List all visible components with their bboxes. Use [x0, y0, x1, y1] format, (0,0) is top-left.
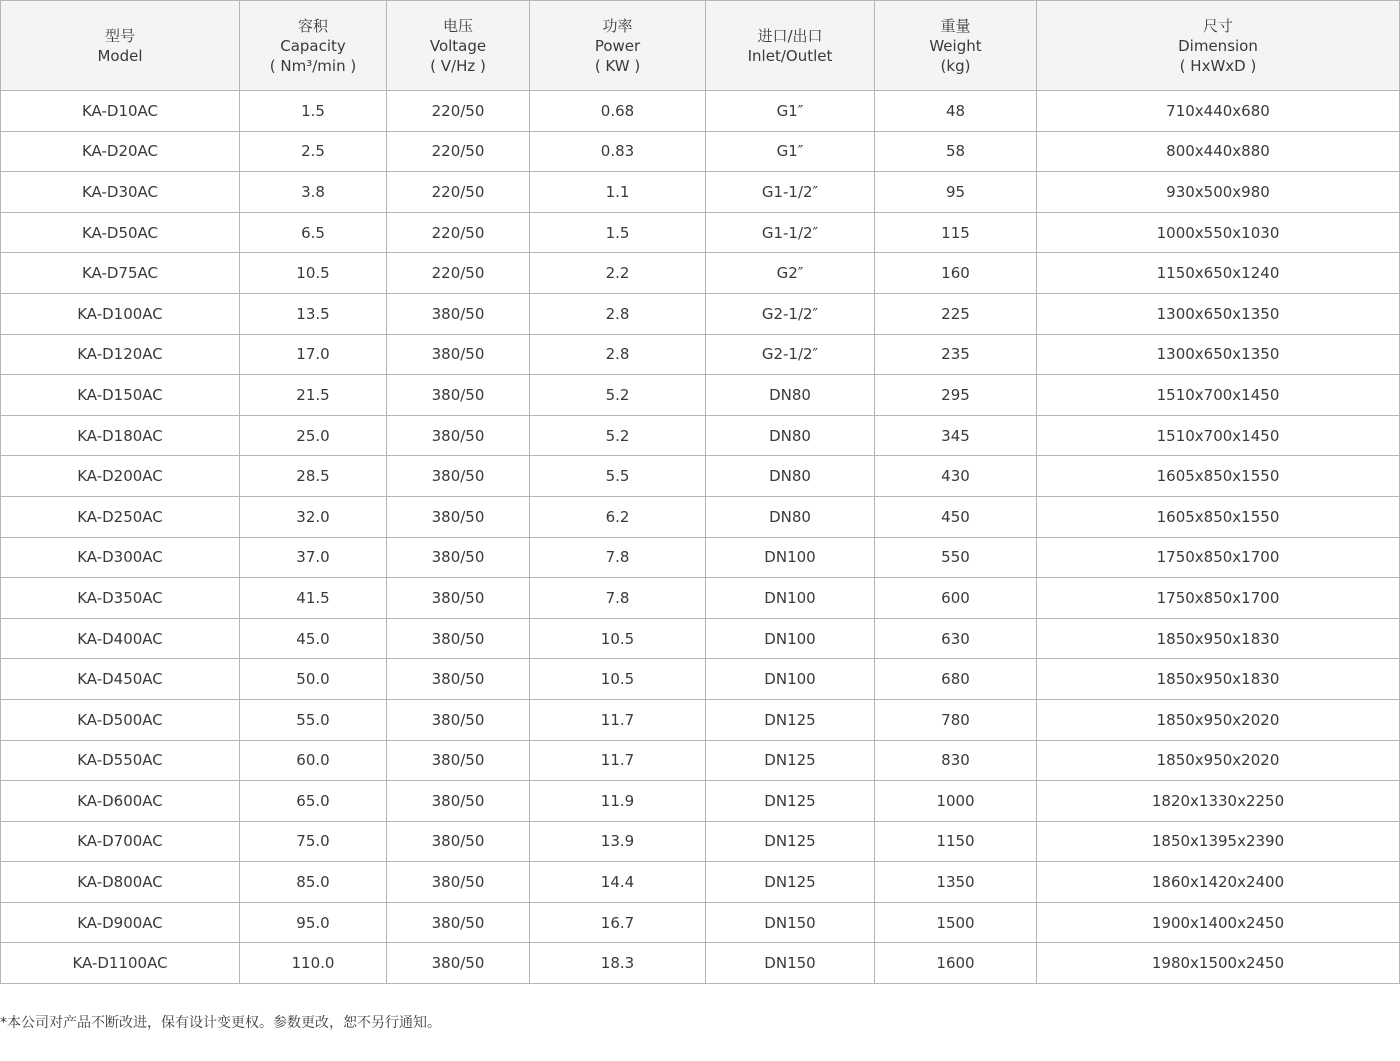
cell-weight: 550 [875, 537, 1037, 578]
cell-model: KA-D400AC [1, 618, 240, 659]
cell-capacity: 75.0 [240, 821, 387, 862]
table-row [1, 862, 1400, 903]
cell-power: 11.7 [530, 740, 706, 781]
cell-inlet-outlet: DN125 [706, 821, 875, 862]
table-row [1, 375, 1400, 416]
cell-model: KA-D900AC [1, 902, 240, 943]
cell-capacity: 85.0 [240, 862, 387, 903]
cell-power: 7.8 [530, 578, 706, 619]
cell-weight: 235 [875, 334, 1037, 375]
table-row [1, 415, 1400, 456]
cell-inlet-outlet: DN80 [706, 456, 875, 497]
cell-inlet-outlet: G1-1/2″ [706, 212, 875, 253]
cell-voltage: 220/50 [387, 91, 530, 132]
cell-power: 0.83 [530, 131, 706, 172]
cell-model: KA-D550AC [1, 740, 240, 781]
cell-power: 10.5 [530, 618, 706, 659]
cell-voltage: 380/50 [387, 415, 530, 456]
cell-voltage: 380/50 [387, 862, 530, 903]
cell-inlet-outlet: DN150 [706, 902, 875, 943]
cell-weight: 630 [875, 618, 1037, 659]
cell-capacity: 21.5 [240, 375, 387, 416]
cell-voltage: 380/50 [387, 334, 530, 375]
column-header-zh: 重量 [940, 16, 971, 35]
cell-inlet-outlet: G2-1/2″ [706, 334, 875, 375]
column-header-en: Voltage [429, 36, 487, 55]
cell-voltage: 380/50 [387, 821, 530, 862]
cell-voltage: 380/50 [387, 740, 530, 781]
cell-capacity: 32.0 [240, 496, 387, 537]
cell-power: 5.5 [530, 456, 706, 497]
cell-capacity: 3.8 [240, 172, 387, 213]
cell-capacity: 45.0 [240, 618, 387, 659]
cell-dimension: 930x500x980 [1037, 172, 1400, 213]
cell-dimension: 1605x850x1550 [1037, 456, 1400, 497]
column-header-unit: ( HxWxD ) [1179, 56, 1257, 75]
cell-voltage: 220/50 [387, 253, 530, 294]
cell-capacity: 50.0 [240, 659, 387, 700]
cell-weight: 295 [875, 375, 1037, 416]
cell-power: 18.3 [530, 943, 706, 984]
cell-voltage: 380/50 [387, 943, 530, 984]
cell-weight: 830 [875, 740, 1037, 781]
column-header-en: Dimension [1178, 36, 1258, 55]
cell-weight: 600 [875, 578, 1037, 619]
cell-dimension: 1850x950x1830 [1037, 659, 1400, 700]
column-header-zh: 型号 [104, 26, 135, 45]
cell-weight: 1350 [875, 862, 1037, 903]
table-row [1, 740, 1400, 781]
table-row [1, 943, 1400, 984]
table-row [1, 699, 1400, 740]
cell-voltage: 380/50 [387, 578, 530, 619]
table-row [1, 821, 1400, 862]
cell-weight: 1150 [875, 821, 1037, 862]
cell-weight: 95 [875, 172, 1037, 213]
table-row [1, 537, 1400, 578]
cell-weight: 680 [875, 659, 1037, 700]
cell-power: 0.68 [530, 91, 706, 132]
cell-dimension: 1860x1420x2400 [1037, 862, 1400, 903]
table-row [1, 659, 1400, 700]
cell-power: 5.2 [530, 415, 706, 456]
column-header-dimension [1037, 1, 1400, 91]
cell-power: 5.2 [530, 375, 706, 416]
column-header-unit: (kg) [940, 56, 971, 75]
cell-capacity: 95.0 [240, 902, 387, 943]
cell-dimension: 1300x650x1350 [1037, 334, 1400, 375]
table-row [1, 902, 1400, 943]
cell-inlet-outlet: DN125 [706, 699, 875, 740]
cell-inlet-outlet: G1″ [706, 91, 875, 132]
column-header-model [1, 1, 240, 91]
cell-voltage: 380/50 [387, 902, 530, 943]
cell-model: KA-D180AC [1, 415, 240, 456]
cell-power: 7.8 [530, 537, 706, 578]
cell-inlet-outlet: DN125 [706, 862, 875, 903]
table-row [1, 334, 1400, 375]
cell-weight: 115 [875, 212, 1037, 253]
cell-model: KA-D350AC [1, 578, 240, 619]
cell-dimension: 1300x650x1350 [1037, 293, 1400, 334]
cell-inlet-outlet: DN150 [706, 943, 875, 984]
column-header-zh: 功率 [602, 16, 633, 35]
cell-inlet-outlet: DN100 [706, 659, 875, 700]
cell-dimension: 1850x1395x2390 [1037, 821, 1400, 862]
column-header-en: Model [97, 46, 143, 65]
column-header-en: Weight [929, 36, 982, 55]
cell-power: 14.4 [530, 862, 706, 903]
cell-dimension: 1750x850x1700 [1037, 537, 1400, 578]
cell-inlet-outlet: G1-1/2″ [706, 172, 875, 213]
column-header-unit: ( Nm³/min ) [269, 56, 357, 75]
cell-voltage: 380/50 [387, 496, 530, 537]
cell-model: KA-D200AC [1, 456, 240, 497]
cell-weight: 48 [875, 91, 1037, 132]
cell-model: KA-D800AC [1, 862, 240, 903]
column-header-en: Capacity [280, 36, 346, 55]
column-header-zh: 电压 [442, 16, 473, 35]
column-header-en: Power [594, 36, 641, 55]
cell-power: 2.2 [530, 253, 706, 294]
column-header-zh: 尺寸 [1202, 16, 1233, 35]
cell-voltage: 380/50 [387, 618, 530, 659]
cell-weight: 780 [875, 699, 1037, 740]
cell-power: 13.9 [530, 821, 706, 862]
footnote: *本公司对产品不断改进，保有设计变更权。参数更改，恕不另行通知。 [0, 1015, 441, 1031]
cell-model: KA-D120AC [1, 334, 240, 375]
cell-model: KA-D500AC [1, 699, 240, 740]
cell-inlet-outlet: G2-1/2″ [706, 293, 875, 334]
column-header-inlet-outlet [706, 1, 875, 91]
cell-dimension: 1510x700x1450 [1037, 415, 1400, 456]
cell-dimension: 1000x550x1030 [1037, 212, 1400, 253]
table-row [1, 496, 1400, 537]
cell-model: KA-D450AC [1, 659, 240, 700]
cell-dimension: 1150x650x1240 [1037, 253, 1400, 294]
table-row [1, 781, 1400, 822]
cell-model: KA-D50AC [1, 212, 240, 253]
cell-model: KA-D10AC [1, 91, 240, 132]
cell-inlet-outlet: DN100 [706, 618, 875, 659]
cell-weight: 160 [875, 253, 1037, 294]
cell-model: KA-D250AC [1, 496, 240, 537]
table-row [1, 172, 1400, 213]
cell-voltage: 220/50 [387, 172, 530, 213]
column-header-en: Inlet/Outlet [747, 46, 833, 65]
table-row [1, 131, 1400, 172]
cell-dimension: 1605x850x1550 [1037, 496, 1400, 537]
cell-capacity: 25.0 [240, 415, 387, 456]
cell-dimension: 1750x850x1700 [1037, 578, 1400, 619]
cell-power: 10.5 [530, 659, 706, 700]
cell-dimension: 800x440x880 [1037, 131, 1400, 172]
cell-model: KA-D600AC [1, 781, 240, 822]
cell-voltage: 220/50 [387, 131, 530, 172]
cell-power: 11.9 [530, 781, 706, 822]
cell-weight: 1600 [875, 943, 1037, 984]
cell-capacity: 60.0 [240, 740, 387, 781]
cell-weight: 58 [875, 131, 1037, 172]
cell-voltage: 380/50 [387, 456, 530, 497]
table-row [1, 91, 1400, 132]
cell-power: 11.7 [530, 699, 706, 740]
column-header-capacity [240, 1, 387, 91]
cell-inlet-outlet: DN125 [706, 740, 875, 781]
cell-dimension: 1850x950x2020 [1037, 740, 1400, 781]
header-row [1, 1, 1400, 91]
cell-capacity: 6.5 [240, 212, 387, 253]
cell-voltage: 220/50 [387, 212, 530, 253]
cell-capacity: 1.5 [240, 91, 387, 132]
table-row [1, 293, 1400, 334]
cell-voltage: 380/50 [387, 781, 530, 822]
cell-weight: 1000 [875, 781, 1037, 822]
cell-power: 1.1 [530, 172, 706, 213]
cell-model: KA-D300AC [1, 537, 240, 578]
cell-voltage: 380/50 [387, 375, 530, 416]
cell-inlet-outlet: DN125 [706, 781, 875, 822]
cell-inlet-outlet: DN100 [706, 578, 875, 619]
cell-inlet-outlet: DN100 [706, 537, 875, 578]
cell-weight: 225 [875, 293, 1037, 334]
cell-power: 2.8 [530, 293, 706, 334]
cell-voltage: 380/50 [387, 659, 530, 700]
cell-power: 6.2 [530, 496, 706, 537]
cell-power: 2.8 [530, 334, 706, 375]
cell-weight: 450 [875, 496, 1037, 537]
cell-capacity: 13.5 [240, 293, 387, 334]
cell-dimension: 1850x950x1830 [1037, 618, 1400, 659]
cell-power: 1.5 [530, 212, 706, 253]
cell-model: KA-D30AC [1, 172, 240, 213]
cell-capacity: 41.5 [240, 578, 387, 619]
cell-voltage: 380/50 [387, 537, 530, 578]
cell-inlet-outlet: G1″ [706, 131, 875, 172]
cell-power: 16.7 [530, 902, 706, 943]
cell-capacity: 110.0 [240, 943, 387, 984]
cell-dimension: 1820x1330x2250 [1037, 781, 1400, 822]
cell-dimension: 1510x700x1450 [1037, 375, 1400, 416]
cell-capacity: 55.0 [240, 699, 387, 740]
table-row [1, 578, 1400, 619]
cell-weight: 430 [875, 456, 1037, 497]
cell-inlet-outlet: DN80 [706, 415, 875, 456]
cell-model: KA-D150AC [1, 375, 240, 416]
column-header-zh: 容积 [297, 16, 328, 35]
cell-capacity: 37.0 [240, 537, 387, 578]
cell-model: KA-D20AC [1, 131, 240, 172]
table-row [1, 212, 1400, 253]
cell-dimension: 710x440x680 [1037, 91, 1400, 132]
cell-model: KA-D1100AC [1, 943, 240, 984]
cell-voltage: 380/50 [387, 293, 530, 334]
cell-capacity: 17.0 [240, 334, 387, 375]
column-header-power [530, 1, 706, 91]
table-row [1, 456, 1400, 497]
column-header-voltage [387, 1, 530, 91]
table-header [1, 1, 1400, 91]
table-row [1, 618, 1400, 659]
column-header-weight [875, 1, 1037, 91]
cell-dimension: 1980x1500x2450 [1037, 943, 1400, 984]
cell-weight: 1500 [875, 902, 1037, 943]
cell-model: KA-D700AC [1, 821, 240, 862]
cell-inlet-outlet: G2″ [706, 253, 875, 294]
cell-weight: 345 [875, 415, 1037, 456]
table-body [1, 91, 1400, 984]
cell-dimension: 1900x1400x2450 [1037, 902, 1400, 943]
cell-inlet-outlet: DN80 [706, 375, 875, 416]
cell-capacity: 10.5 [240, 253, 387, 294]
cell-dimension: 1850x950x2020 [1037, 699, 1400, 740]
column-header-unit: ( V/Hz ) [430, 56, 486, 75]
cell-model: KA-D100AC [1, 293, 240, 334]
cell-voltage: 380/50 [387, 699, 530, 740]
column-header-unit: ( KW ) [594, 56, 641, 75]
table-row [1, 253, 1400, 294]
cell-capacity: 2.5 [240, 131, 387, 172]
column-header-zh: 进口/出口 [757, 26, 823, 45]
cell-capacity: 65.0 [240, 781, 387, 822]
cell-inlet-outlet: DN80 [706, 496, 875, 537]
cell-capacity: 28.5 [240, 456, 387, 497]
cell-model: KA-D75AC [1, 253, 240, 294]
